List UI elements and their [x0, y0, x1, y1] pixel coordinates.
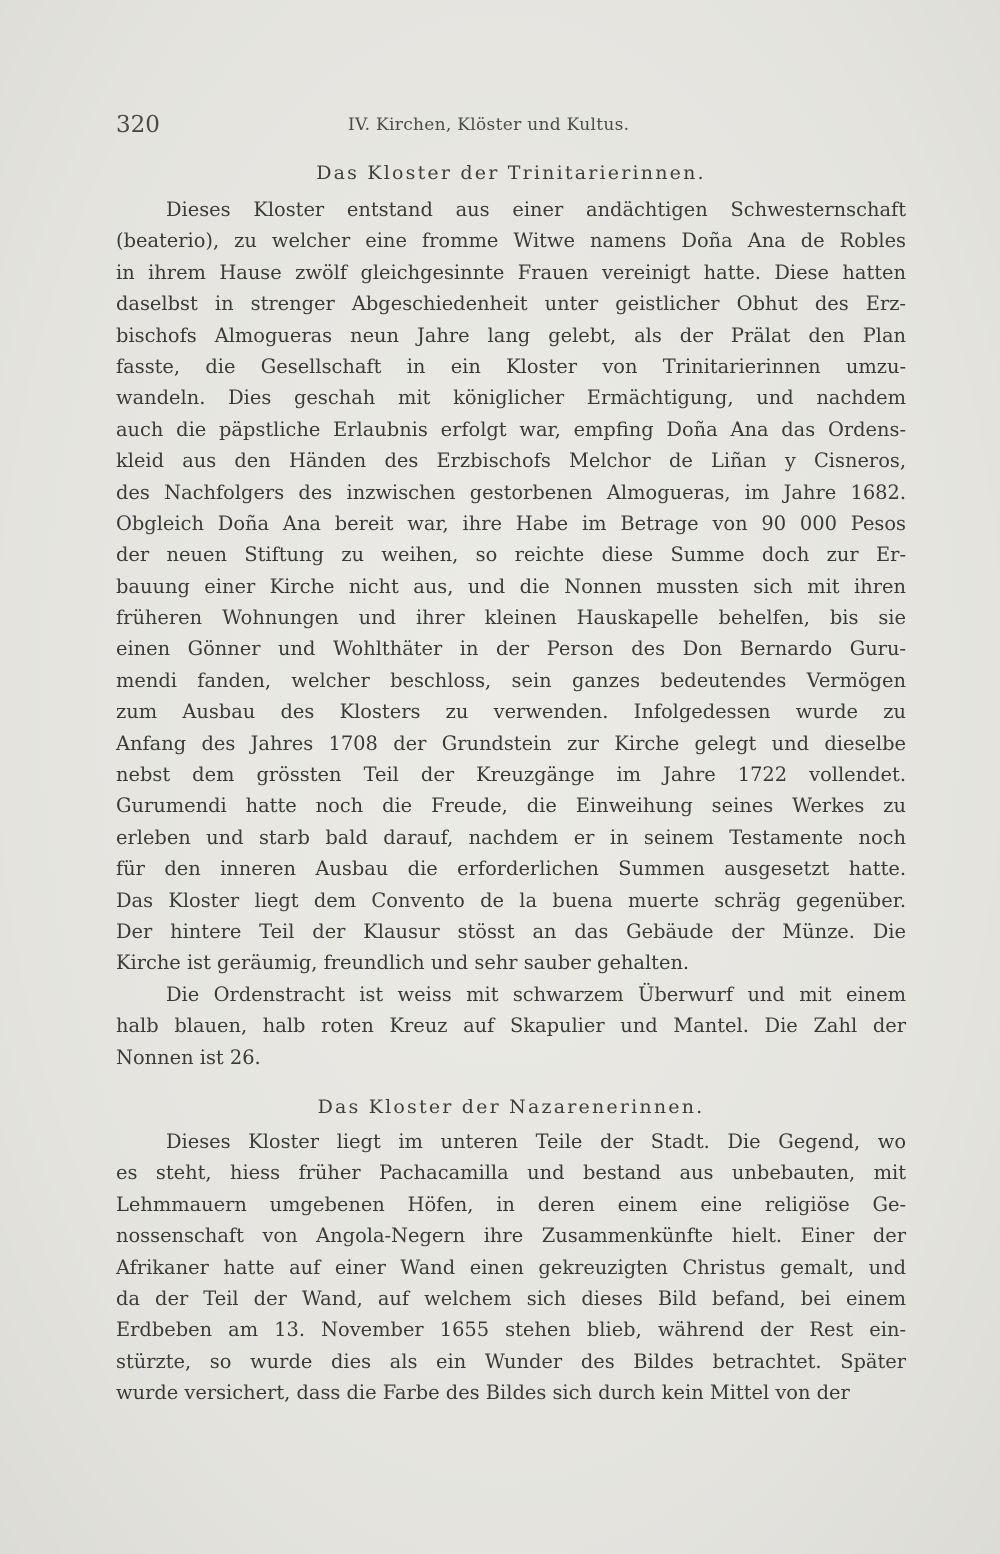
text-line: mendi fanden, welcher beschloss, sein ganzes bedeutendes Vermögen — [116, 668, 906, 692]
text-line: fasste, die Gesellschaft in ein Kloster von Trinitarierinnen umzu- — [116, 354, 906, 378]
section-heading-trinitarierinnen: Das Kloster der Trinitarierinnen. — [316, 162, 706, 184]
text-line: einen Gönner und Wohlthäter in der Person des Don Bernardo Guru- — [116, 637, 906, 661]
paragraph-trinitarierinnen-2 — [116, 979, 906, 1073]
text-line: des Nachfolgers des inzwischen gestorbenen Almogueras, im Jahre 1682. — [116, 480, 906, 504]
text-line: Dieses Kloster liegt im unteren Teile der Stadt. Die Gegend, wo — [166, 1130, 906, 1153]
text-line: nossenschaft von Angola-Negern ihre Zusammenkünfte hielt. Einer der — [116, 1224, 906, 1248]
text-line: Erdbeben am 13. November 1655 stehen blieb, während der Rest ein- — [116, 1318, 906, 1342]
paragraph-trinitarierinnen-1 — [116, 194, 906, 979]
text-line: Obgleich Doña Ana bereit war, ihre Habe im Betrage von 90 000 Pesos — [116, 511, 906, 535]
text-line: der neuen Stiftung zu weihen, so reichte diese Summe doch zur Er- — [116, 543, 906, 567]
text-line: daselbst in strenger Abgeschiedenheit unter geistlicher Obhut des Erz- — [116, 292, 906, 316]
paragraph-nazarenerinnen-1 — [116, 1126, 906, 1409]
text-line: auch die päpstliche Erlaubnis erfolgt war, empfing Doña Ana das Ordens- — [116, 417, 906, 441]
text-line: für den inneren Ausbau die erforderlichen Summen ausgesetzt hatte. — [116, 857, 906, 881]
text-line: Kirche ist geräumig, freundlich und sehr sauber gehalten. — [116, 951, 690, 975]
section-heading-nazarenerinnen: Das Kloster der Nazarenerinnen. — [317, 1096, 705, 1118]
text-line: Afrikaner hatte auf einer Wand einen gekreuzigten Christus gemalt, und — [116, 1255, 906, 1279]
page-number: 320 — [116, 112, 160, 138]
text-line: früheren Wohnungen und ihrer kleinen Hauskapelle behelfen, bis sie — [116, 606, 906, 630]
text-line: Das Kloster liegt dem Convento de la buena muerte schräg gegenüber. — [116, 888, 906, 912]
running-header — [116, 112, 906, 144]
text-line: (beaterio), zu welcher eine fromme Witwe namens Doña Ana de Robles — [116, 229, 906, 253]
text-line: Dieses Kloster entstand aus einer andächtigen Schwesternschaft — [166, 198, 906, 221]
text-line: in ihrem Hause zwölf gleichgesinnte Frauen vereinigt hatte. Diese hatten — [116, 260, 906, 284]
text-line: nebst dem grössten Teil der Kreuzgänge im Jahre 1722 vollendet. — [116, 763, 906, 787]
text-line: erleben und starb bald darauf, nachdem er in seinem Testamente noch — [116, 825, 906, 849]
running-header-title: IV. Kirchen, Klöster und Kultus. — [348, 115, 630, 135]
text-line: Der hintere Teil der Klausur stösst an das Gebäude der Münze. Die — [116, 919, 906, 943]
text-line: es steht, hiess früher Pachacamilla und bestand aus unbebauten, mit — [116, 1161, 906, 1185]
text-line: bischofs Almogueras neun Jahre lang gelebt, als der Prälat den Plan — [116, 323, 906, 347]
text-line: kleid aus den Händen des Erzbischofs Melchor de Liñan y Cisneros, — [116, 449, 906, 473]
text-line: Die Ordenstracht ist weiss mit schwarzem Überwurf und mit einem — [166, 983, 906, 1006]
text-line: bauung einer Kirche nicht aus, und die Nonnen mussten sich mit ihren — [116, 574, 906, 598]
text-line: stürzte, so wurde dies als ein Wunder des Bildes betrachtet. Später — [116, 1349, 906, 1373]
text-line: Nonnen ist 26. — [116, 1045, 261, 1069]
text-line: wandeln. Dies geschah mit königlicher Ermächtigung, und nachdem — [116, 386, 906, 410]
text-line: Lehmmauern umgebenen Höfen, in deren einem eine religiöse Ge- — [116, 1192, 906, 1216]
text-line: zum Ausbau des Klosters zu verwenden. Infolgedessen wurde zu — [116, 700, 906, 724]
text-line: Gurumendi hatte noch die Freude, die Einweihung seines Werkes zu — [116, 794, 906, 818]
text-line: wurde versichert, dass die Farbe des Bildes sich durch kein Mittel von der — [116, 1381, 850, 1405]
text-line: Anfang des Jahres 1708 der Grundstein zur Kirche gelegt und dieselbe — [116, 731, 906, 755]
text-line: da der Teil der Wand, auf welchem sich dieses Bild befand, bei einem — [116, 1286, 906, 1310]
text-line: halb blauen, halb roten Kreuz auf Skapulier und Mantel. Die Zahl der — [116, 1014, 906, 1038]
